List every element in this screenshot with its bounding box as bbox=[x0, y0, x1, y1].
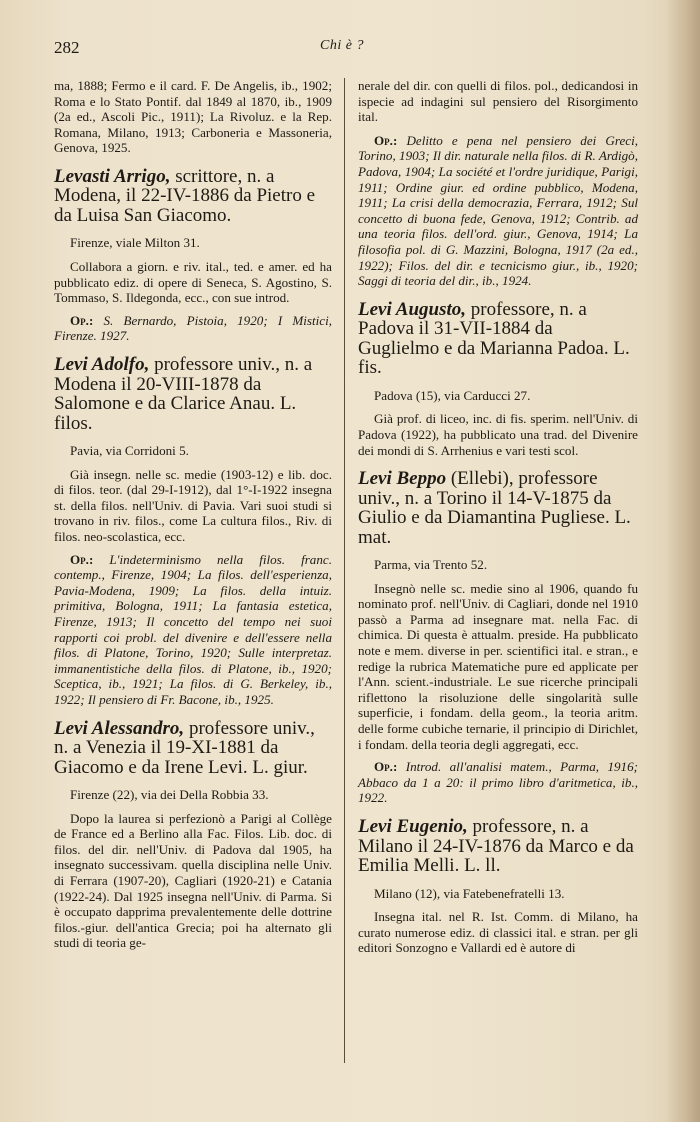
entry-works bbox=[358, 759, 638, 806]
entry-levi-alessandro bbox=[54, 719, 332, 951]
works-label: Op.: bbox=[70, 312, 94, 328]
entry-biography: Collabora a giorn. e riv. ital., ted. e amer. ed ha pubblicato ediz. di opere di Seneca, S. Agostino, S. Tommaso, S. Ildegonda, ecc., con sue introd. bbox=[54, 259, 332, 306]
entry-heading bbox=[358, 817, 638, 876]
works-label: Op.: bbox=[374, 132, 398, 148]
works-label: Op.: bbox=[70, 551, 94, 567]
entry-address: Milano (12), via Fatebenefratelli 13. bbox=[374, 885, 565, 901]
entry-address: Firenze (22), via dei Della Robbia 33. bbox=[70, 787, 269, 803]
entry-heading bbox=[54, 355, 332, 433]
entry-description: scrittore, n. a Modena, il 22-IV-1886 da Pietro e da Luisa San Giacomo. bbox=[54, 165, 316, 226]
works-list: L'indeterminismo nella filos. franc. contemp., Firenze, 1904; La filos. dell'esperienza, Pavia-Modena, 1909; La filos. della intuiz. primitiva, Bologna, 1911; La fantasia estetica, Firenze, 1913; Il concetto del tempo nei suoi rapporti coi probl. del divenire e dell'essere nella filos. di Platone, Torino, 1920; Sulle interpretaz. immanentistiche della filos. di Platone, ib., 1920; Sceptica, ib., 1921; La filos. di G. Berkeley, ib., 1922; Il pensiero di Fr. Bacone, ib., 1925. bbox=[54, 551, 332, 707]
entry-works bbox=[54, 313, 332, 344]
entry-biography: Insegna ital. nel R. Ist. Comm. di Milano, ha curato numerose ediz. di classici ital. e stran. per gli editori Sonzogno e Vallardi ed è autore di bbox=[358, 909, 638, 956]
entry-levi-adolfo bbox=[54, 355, 332, 708]
entry-heading bbox=[358, 469, 638, 547]
entry-levasti-arrigo bbox=[54, 167, 332, 344]
page-number: 282 bbox=[54, 38, 80, 57]
entry-levi-eugenio bbox=[358, 817, 638, 956]
entry-levi-beppo bbox=[358, 469, 638, 806]
entry-description: (Ellebi), professore univ., n. a Torino il 14-V-1875 da Giulio e da Diamantina Pugliese. L. mat. bbox=[358, 468, 631, 548]
entry-address: Firenze, viale Milton 31. bbox=[70, 235, 200, 251]
entry-description: professore, n. a Milano il 24-IV-1876 da Marco e da Emilia Melli. L. ll. bbox=[358, 816, 634, 876]
entry-levi-augusto bbox=[358, 300, 638, 458]
entry-continuation: ma, 1888; Fermo e il card. F. De Angelis, ib., 1902; Roma e lo Stato Pontif. dal 1849 al 1870, ib., 1909 (2a ed., Ascoli Pic., 1911); La Rivoluz. e la Rep. Romana, Milano, 1913; Carboneria e Massoneria, Genova, 1925. bbox=[54, 78, 332, 156]
right-column bbox=[358, 78, 638, 963]
entry-description: professore univ., n. a Venezia il 19-XI-1881 da Giacomo e da Irene Levi. L. giur. bbox=[54, 717, 315, 778]
entry-name: Levasti Arrigo, bbox=[54, 165, 171, 187]
entry-name: Levi Augusto, bbox=[358, 298, 467, 320]
entry-continuation: nerale del dir. con quelli di filos. pol., dedicandosi in ispecie ad indagini sul pensiero del Risorgimento ital. bbox=[358, 78, 638, 125]
column-divider bbox=[344, 78, 345, 1063]
entry-biography: Già prof. di liceo, inc. di fis. sperim. nell'Univ. di Padova (1922), ha pubblicato una trad. del Divenire dei mondi di S. Arrhenius e vari testi scol. bbox=[358, 411, 638, 458]
works-list: Introd. all'analisi matem., Parma, 1916; Abbaco da 1 a 20: il primo libro d'aritmetica, ib., 1922. bbox=[358, 759, 638, 806]
page-edge-shadow bbox=[666, 0, 700, 1122]
works-label: Op.: bbox=[374, 759, 398, 775]
page-header bbox=[54, 38, 384, 62]
entry-description: professore, n. a Padova il 31-VII-1884 da Guglielmo e da Marianna Padoa. L. fis. bbox=[358, 298, 630, 379]
entry-works bbox=[358, 133, 638, 289]
entry-heading bbox=[54, 719, 332, 778]
entry-biography: Insegnò nelle sc. medie sino al 1906, quando fu nominato prof. nell'Univ. di Cagliari, donde nel 1910 passò a Parma ad insegnare mat. nella Fac. di chimica. Di questa è attualm. preside. Ha pubblicato note e mem. diverse in per. scientifici ital. e stran., e redige la rubrica Matematiche pure ed applicate per l'Ann. scient.-industriale. Le sue ricerche principali riflettono la risoluzione delle singolarità sulle superficie, i fondam. della geom., la teoria aritm. delle forme cubiche ternarie, il principio di Dirichlet, i fondam. della teoria degli aggregati, ecc. bbox=[358, 580, 638, 752]
works-list: Delitto e pena nel pensiero dei Greci, Torino, 1903; Il dir. naturale nella filos. di R. Ardigò, Padova, 1904; La société et l'ordre juridique, Parigi, 1911; Ordine giur. ed ordine pubblico, Modena, 1911; La crisi della democrazia, Ferrara, 1912; Sul concetto di buona fede, Genova, 1912; Contrib. ad una teoria filos. dell'ord. giur., Genova, 1914; La filosofia pol. di G. Mazzini, Bologna, 1917 (2a ed., 1922); Filos. del dir. e tecnicismo giur., ib., 1920; Saggi di teoria del dir., ib., 1924. bbox=[358, 132, 638, 289]
entry-biography: Già insegn. nelle sc. medie (1903-12) e lib. doc. di filos. teor. (dal 29-I-1912), dal 1°-I-1922 insegna st. della filos. nell'Univ. di Pavia. Vari suoi studi si trovano in riv. filos., come La cultura filos., Riv. di filos. neo-scolastica, ecc. bbox=[54, 466, 332, 544]
entry-name: Levi Adolfo, bbox=[54, 354, 150, 376]
entry-description: professore univ., n. a Modena il 20-VIII-1878 da Salomone e da Clarice Anau. L. filos. bbox=[54, 354, 313, 434]
entry-address: Parma, via Trento 52. bbox=[374, 557, 488, 573]
running-title: Chi è ? bbox=[320, 38, 364, 53]
entry-biography: Dopo la laurea si perfezionò a Parigi al Collège de France ed a Berlino alla Fac. Filos. Lib. doc. di filos. del dir. nell'Univ. di Padova dal 1905, ha insegnato successivam. quella disciplina nelle Univ. di Ferrara (1907-20), Cagliari (1920-21) e Catania (1922-24). Dal 1925 insegna nell'Univ. di Parma. Si è occupato dapprima prevalentemente delle dottrine filos.-giur. dell'antica Grecia; poi ha alternato gli studi di teoria ge- bbox=[54, 810, 332, 951]
works-list: S. Bernardo, Pistoia, 1920; I Mistici, Firenze. 1927. bbox=[54, 312, 332, 344]
entry-name: Levi Eugenio, bbox=[358, 816, 468, 837]
entry-address: Padova (15), via Carducci 27. bbox=[374, 387, 531, 403]
left-column bbox=[54, 78, 332, 958]
entry-works bbox=[54, 552, 332, 708]
entry-heading bbox=[358, 300, 638, 378]
entry-address: Pavia, via Corridoni 5. bbox=[70, 443, 189, 459]
entry-name: Levi Alessandro, bbox=[54, 717, 185, 739]
entry-name: Levi Beppo bbox=[358, 468, 447, 490]
entry-heading bbox=[54, 167, 332, 226]
